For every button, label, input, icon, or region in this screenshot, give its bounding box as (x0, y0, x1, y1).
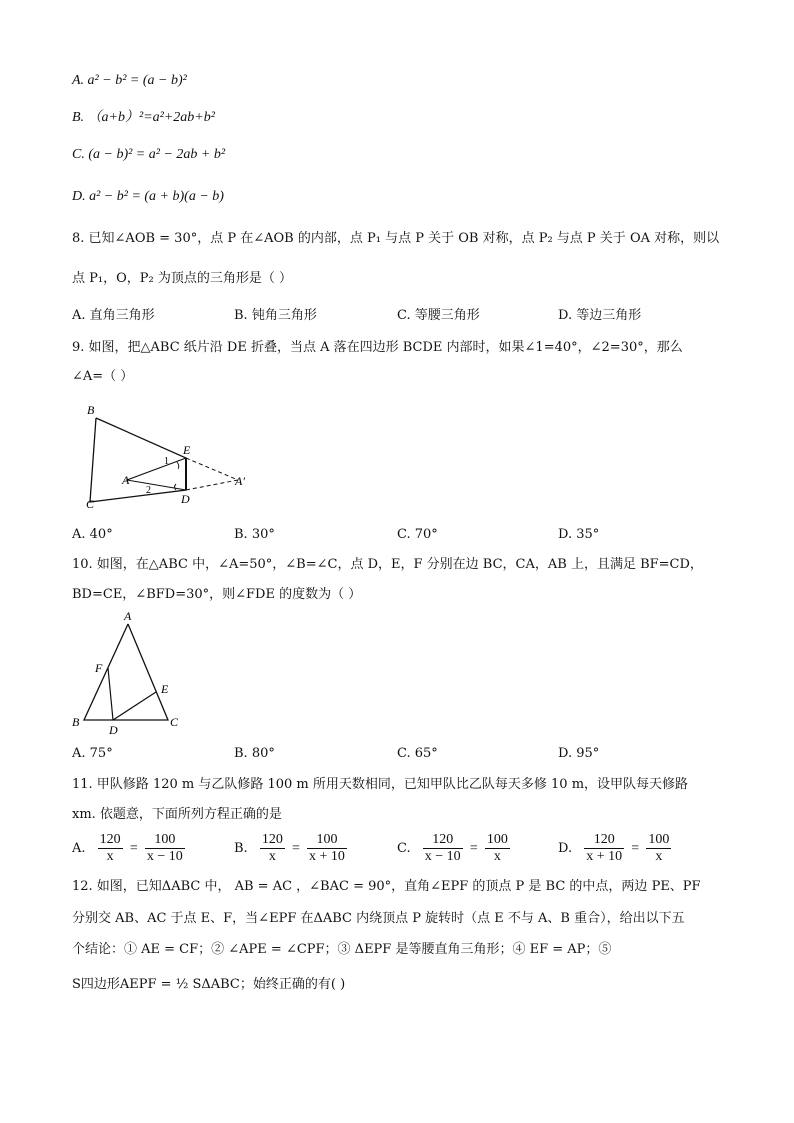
q12-stem-line2: 分别交 AB、AC 于点 E、F，当∠EPF 在ΔABC 内绕顶点 P 旋转时（点 E 不与 A、B 重合），给出以下五 (72, 911, 685, 926)
q11-option-d: D. $\frac{120}{x + 10}$ = $\frac{100}{x}$ (558, 832, 670, 864)
q9-label-a: A (122, 473, 130, 487)
q11-option-d-right-fraction: $\frac{100}{x}$ (648, 832, 670, 864)
q10-stem-line2: BD=CE，∠BFD=30°，则∠FDE 的度数为（ ） (72, 587, 362, 602)
q10-label-b: B (72, 715, 80, 729)
q9-option-b: B. 30° (234, 527, 275, 542)
q9-label-e: E (183, 443, 191, 457)
q9-dashed-da (186, 480, 238, 490)
q11-option-c-right-fraction: $\frac{100}{x}$ (486, 832, 508, 864)
q10-option-c: C. 65° (397, 746, 438, 761)
q10-option-a: A. 75° (72, 746, 113, 761)
q10-figure (68, 608, 198, 738)
q9-label-b: B (87, 403, 95, 417)
q12-stem-line3: 个结论：① AE = CF；② ∠APE = ∠CPF；③ ΔEPF 是等腰直角三角形；④ EF = AP；⑤ (72, 942, 612, 957)
q10-label-d: D (109, 723, 118, 737)
q12-stem-line1: 12. 如图，已知ΔABC 中， AB = AC ，∠BAC = 90°，直角∠EPF 的顶点 P 是 BC 的中点，两边 PE、PF (72, 879, 701, 894)
q9-dashed-ea (186, 458, 238, 480)
q9-option-c: C. 70° (397, 527, 438, 542)
q10-stem-line1: 10. 如图，在△ABC 中，∠A=50°，∠B=∠C，点 D，E，F 分别在边 BC，CA，AB 上，且满足 BF=CD， (72, 557, 703, 572)
q9-option-d: D. 35° (558, 527, 600, 542)
q10-segment-de (113, 692, 156, 720)
q11-option-c: C. $\frac{120}{x - 10}$ = $\frac{100}{x}$ (397, 832, 508, 864)
q10-label-a: A (124, 609, 132, 623)
q11-option-d-left-fraction: $\frac{120}{x + 10}$ (586, 832, 623, 864)
q9-angle1-arc (177, 462, 179, 469)
q11-option-d-label: D. (558, 840, 573, 856)
q7-option-b: B. （a+b）²=a²+2ab+b² (72, 110, 215, 125)
q10-label-c: C (170, 715, 179, 729)
q10-segment-fd (108, 668, 113, 720)
q7-option-d: D. a² − b² = (a + b)(a − b) (72, 189, 224, 204)
q9-label-1: 1 (164, 456, 169, 467)
q11-option-b-label: B. (234, 840, 248, 856)
q8-stem-line1: 8. 已知∠AOB = 30°，点 P 在∠AOB 的内部，点 P₁ 与点 P 关于 OB 对称，点 P₂ 与点 P 关于 OA 对称，则以 (72, 231, 720, 246)
q11-option-b-right-fraction: $\frac{100}{x + 10}$ (309, 832, 345, 864)
q9-angle2-arc (175, 484, 177, 490)
q8-stem-line2: 点 P₁，O，P₂ 为顶点的三角形是（ ） (72, 271, 292, 286)
q9-triangle-outline (90, 418, 186, 502)
q9-label-d: D (181, 492, 190, 506)
q8-option-d: D. 等边三角形 (558, 308, 642, 323)
q11-option-b-left-fraction: $\frac{120}{x}$ (261, 832, 283, 864)
q11-option-a-right-fraction: $\frac{100}{x - 10}$ (146, 832, 183, 864)
q10-label-f: F (95, 661, 103, 675)
q11-option-b: B. $\frac{120}{x}$ = $\frac{100}{x + 10}$ (234, 832, 345, 864)
q7-option-a: A. a² − b² = (a − b)² (72, 73, 187, 88)
q8-option-a: A. 直角三角形 (72, 308, 155, 323)
q9-label-2: 2 (146, 485, 151, 496)
q7-option-c: C. (a − b)² = a² − 2ab + b² (72, 147, 226, 162)
q8-option-b: B. 钝角三角形 (234, 308, 317, 323)
q11-option-a-label: A. (72, 840, 86, 856)
q9-figure (80, 398, 270, 513)
q8-option-c: C. 等腰三角形 (397, 308, 480, 323)
q10-option-b: B. 80° (234, 746, 275, 761)
q9-label-aprime: A′ (235, 474, 245, 488)
q9-stem-line1: 9. 如图，把△ABC 纸片沿 DE 折叠，当点 A 落在四边形 BCDE 内部时，如果∠1=40°，∠2=30°，那么 (72, 340, 683, 355)
q11-stem-line1: 11. 甲队修路 120 m 与乙队修路 100 m 所用天数相同，已知甲队比乙队每天多修 10 m，设甲队每天修路 (72, 777, 689, 792)
q11-option-c-left-fraction: $\frac{120}{x - 10}$ (424, 832, 461, 864)
q11-option-a-left-fraction: $\frac{120}{x}$ (99, 832, 121, 864)
q10-option-d: D. 95° (558, 746, 600, 761)
q11-option-c-label: C. (397, 840, 411, 856)
q10-label-e: E (161, 682, 169, 696)
q9-option-a: A. 40° (72, 527, 113, 542)
q12-stem-line4: S四边形AEPF = ½ SΔABC；始终正确的有( ) (72, 977, 346, 992)
q9-stem-line2: ∠A=（ ） (72, 369, 134, 384)
q11-stem-line2: xm. 依题意，下面所列方程正确的是 (72, 807, 282, 822)
q11-option-a: A. $\frac{120}{x}$ = $\frac{100}{x - 10}$ (72, 832, 183, 864)
q9-label-c: C (86, 497, 95, 511)
